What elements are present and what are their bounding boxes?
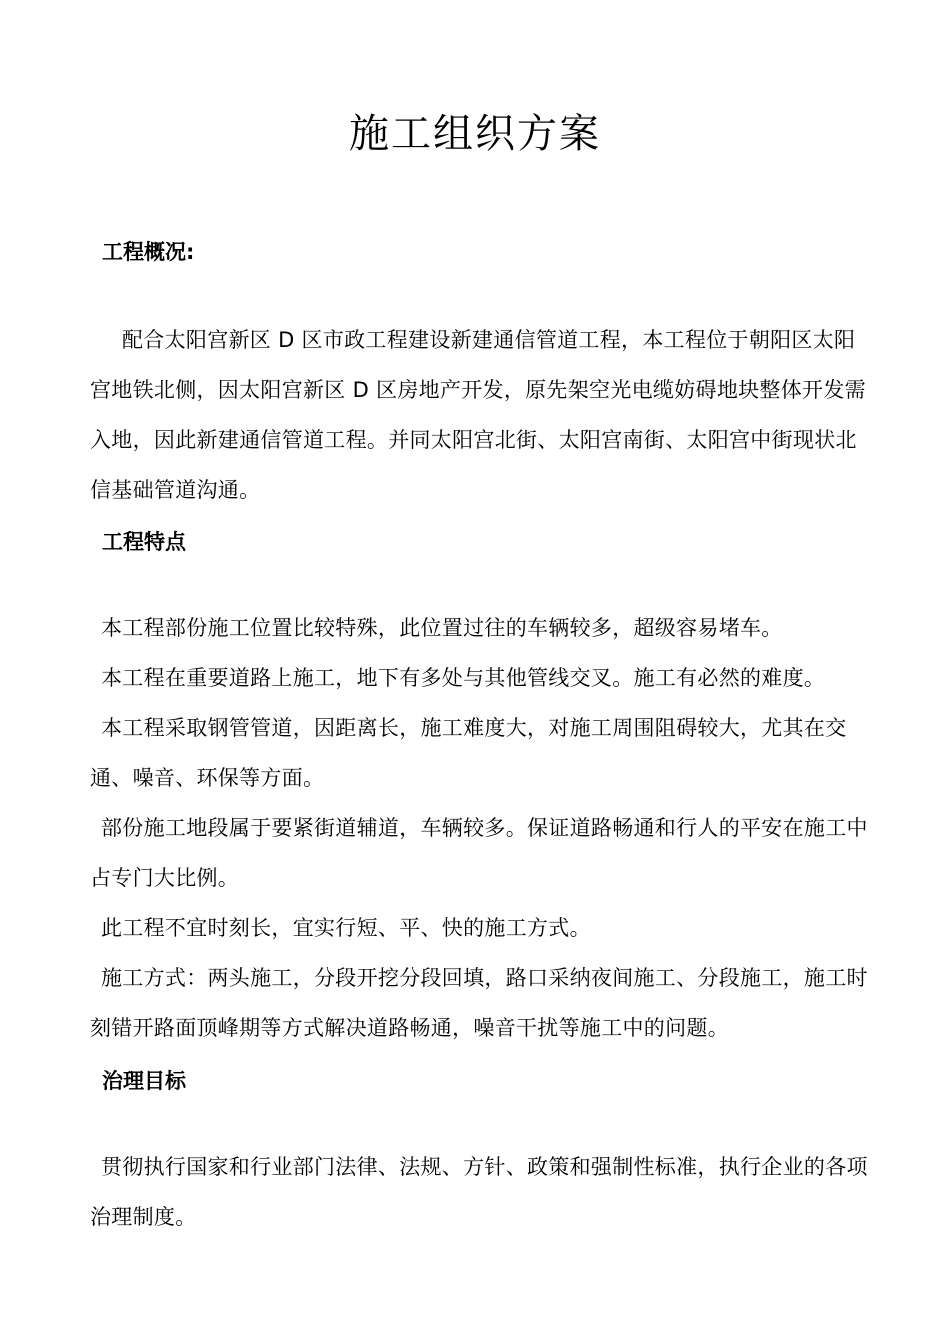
- paragraph: 部份施工地段属于要紧街道辅道，车辆较多。保证道路畅通和行人的平安在施工中占专门大比例。: [90, 816, 868, 890]
- paragraph: 此工程不宜时刻长，宜实行短、平、快的施工方式。: [101, 916, 591, 940]
- paragraph: 贯彻执行国家和行业部门法律、法规、方针、政策和强制性标准，执行企业的各项治理制度。: [90, 1155, 868, 1229]
- section-project-overview: [90, 237, 868, 515]
- paragraph: 本工程部份施工位置比较特殊，此位置过往的车辆较多，超级容易堵车。: [101, 616, 783, 640]
- section-heading: 治理目标: [102, 1069, 186, 1093]
- paragraph: 本工程采取钢管管道，因距离长，施工难度大，对施工周围阻碍较大，尤其在交通、噪音、环保等方面。: [90, 716, 847, 790]
- paragraph: 施工方式：两头施工，分段开挖分段回填，路口采纳夜间施工、分段施工，施工时刻错开路面顶峰期等方式解决道路畅通，噪音干扰等施工中的问题。: [90, 966, 868, 1040]
- document-title: 施工组织方案: [349, 111, 601, 157]
- paragraph: 本工程在重要道路上施工，地下有多处与其他管线交叉。施工有必然的难度。: [101, 666, 826, 690]
- paragraph: 配合太阳宫新区 D 区市政工程建设新建通信管道工程，本工程位于朝阳区太阳宫地铁北侧，因太阳宫新区 D 区房地产开发，原先架空光电缆妨碍地块整体开发需入地，因此新建通信管道工程。并同太阳宫北街、太阳宫南街、太阳宫中街现状北信基础管道沟通。: [90, 328, 866, 502]
- section-heading: 工程概况:: [102, 240, 195, 264]
- section-management-goals: [90, 1066, 868, 1242]
- section-heading: 工程特点: [102, 530, 186, 554]
- section-project-features: [90, 527, 868, 1053]
